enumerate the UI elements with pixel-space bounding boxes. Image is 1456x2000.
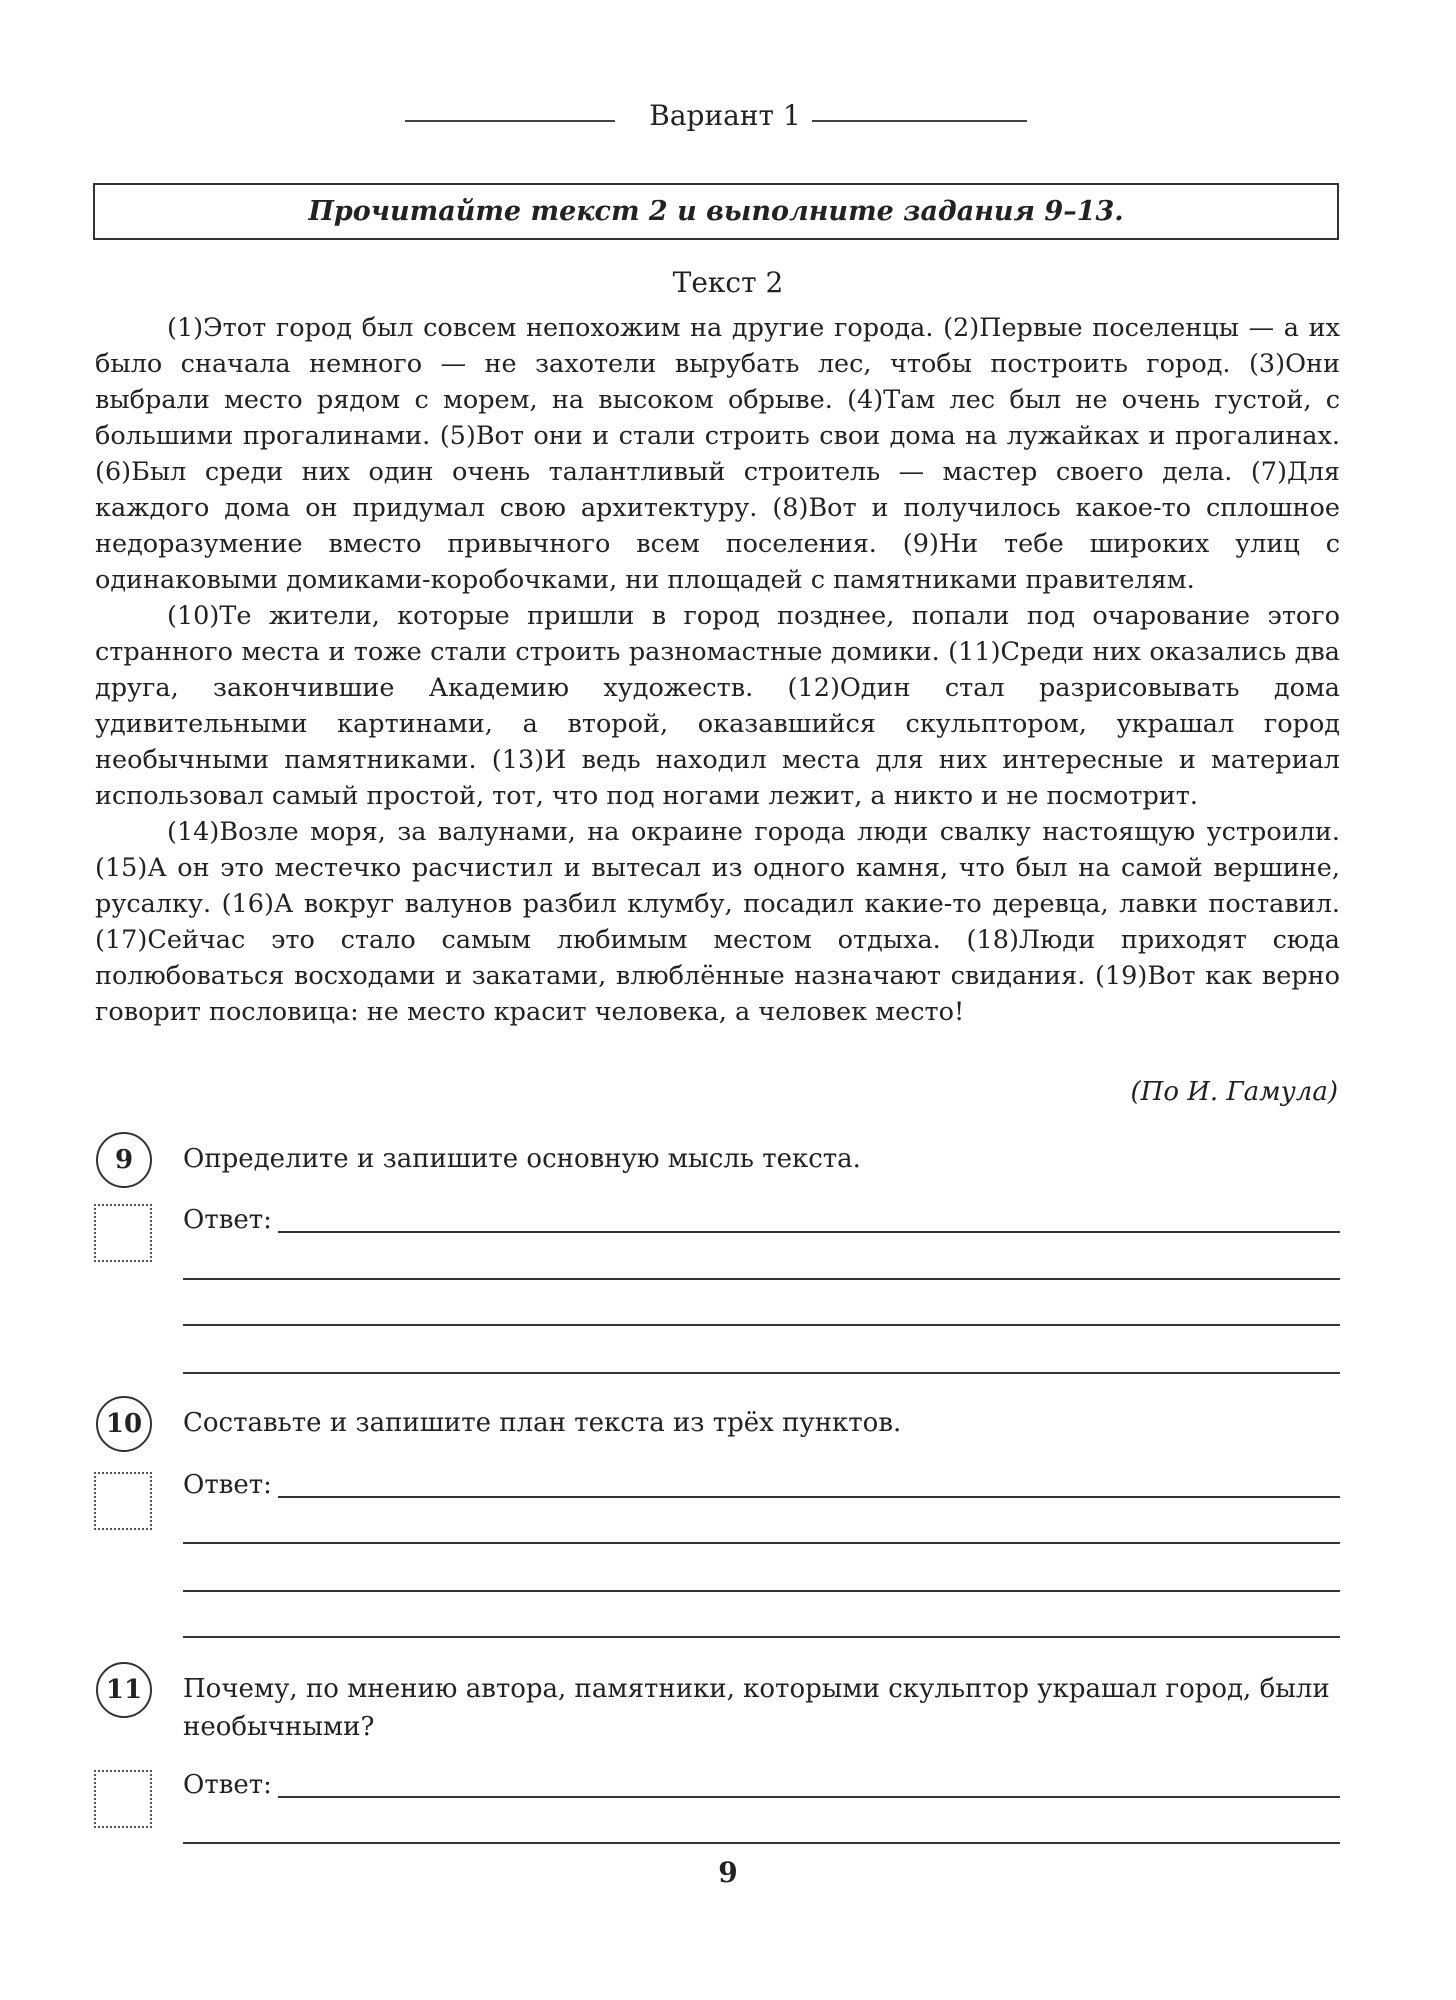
author-attribution: (По И. Гамула) xyxy=(1130,1077,1338,1107)
task-9-question: Определите и запишите основную мысль текста. xyxy=(183,1144,861,1174)
task-11-answer-label: Ответ: xyxy=(183,1770,272,1800)
story-text xyxy=(95,310,1340,1030)
task-9-answer-line-1[interactable] xyxy=(278,1231,1340,1233)
instruction-text: Прочитайте текст 2 и выполните задания 9–13. xyxy=(308,196,1124,227)
variant-title: Вариант 1 xyxy=(649,99,801,132)
instruction-box xyxy=(93,183,1339,240)
task-9-answer-line-2[interactable] xyxy=(183,1278,1340,1280)
task-11-answer-box[interactable] xyxy=(94,1770,152,1828)
task-11-answer-line-1[interactable] xyxy=(278,1796,1340,1798)
story-paragraph-3: (14)Возле моря, за валунами, на окраине города люди свалку настоящую устроили. (15)А он это местечко расчистил и вытесал из одного камня, что был на самой вершине, русалку. (16)А вокруг валунов разбил клумбу, посадил какие-то деревца, лавки поставил. (17)Сейчас это стало самым любимым местом отдыха. (18)Люди приходят сюда полюбоваться восходами и закатами, влюблённые назначают свидания. (19)Вот как верно говорит пословица: не место красит человека, а человек место! xyxy=(95,817,1340,1027)
task-9-answer-line-4[interactable] xyxy=(183,1372,1340,1374)
task-10-answer-line-1[interactable] xyxy=(278,1496,1340,1498)
task-10-answer-box[interactable] xyxy=(94,1472,152,1530)
task-10-answer-line-4[interactable] xyxy=(183,1636,1340,1638)
task-9-answer-label: Ответ: xyxy=(183,1205,272,1235)
task-9-answer-box[interactable] xyxy=(94,1204,152,1262)
header-rule-right xyxy=(812,120,1027,122)
page-number: 9 xyxy=(718,1856,738,1889)
header-rule-left xyxy=(405,120,615,122)
task-11-question: Почему, по мнению автора, памятники, которыми скульптор украшал город, были необычными? xyxy=(183,1674,1330,1742)
task-9-answer-line-3[interactable] xyxy=(183,1324,1340,1326)
task-number-10: 10 xyxy=(96,1396,152,1452)
task-number-11: 11 xyxy=(96,1662,152,1718)
task-number-9: 9 xyxy=(96,1132,152,1188)
story-paragraph-2: (10)Те жители, которые пришли в город позднее, попали под очарование этого странного места и тоже стали строить разномастные домики. (11)Среди них оказались два друга, закончившие Академию художеств. (12)Один стал разрисовывать дома удивительными картинами, а второй, оказавшийся скульптором, украшал город необычными памятниками. (13)И ведь находил места для них интересные и материал использовал самый простой, тот, что под ногами лежит, а никто и не посмотрит. xyxy=(95,601,1340,811)
task-10-answer-label: Ответ: xyxy=(183,1470,272,1500)
task-11-answer-line-2[interactable] xyxy=(183,1842,1340,1844)
task-10-question: Составьте и запишите план текста из трёх пунктов. xyxy=(183,1408,902,1438)
story-paragraph-1: (1)Этот город был совсем непохожим на другие города. (2)Первые поселенцы — а их было сначала немного — не захотели вырубать лес, чтобы построить город. (3)Они выбрали место рядом с морем, на высоком обрыве. (4)Там лес был не очень густой, с большими прогалинами. (5)Вот они и стали строить свои дома на лужайках и прогалинах. (6)Был среди них один очень талантливый строитель — мастер своего дела. (7)Для каждого дома он придумал свою архитектуру. (8)Вот и получилось какое-то сплошное недоразумение вместо привычного всем поселения. (9)Ни тебе широких улиц с одинаковыми домиками-коробочками, ни площадей с памятниками правителям. xyxy=(95,313,1340,595)
task-10-answer-line-3[interactable] xyxy=(183,1590,1340,1592)
task-10-answer-line-2[interactable] xyxy=(183,1542,1340,1544)
text-title: Текст 2 xyxy=(672,266,784,299)
